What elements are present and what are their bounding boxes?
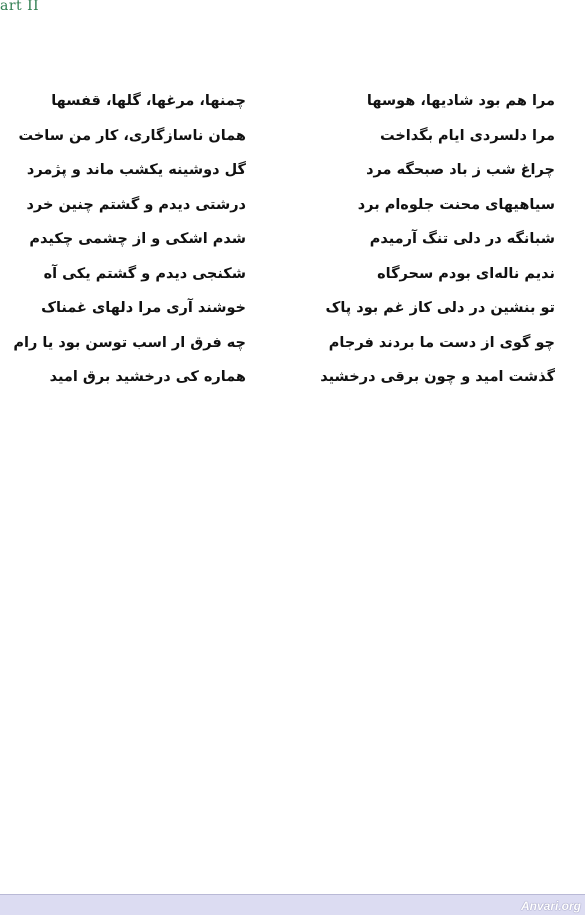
poem-left-column: [10, 84, 246, 395]
verse-line: هماره کی درخشید برق امید: [49, 369, 246, 385]
verse-line: همان ناسازگاری، کار من ساخت: [18, 127, 246, 144]
watermark-logo: Anvari.org: [520, 899, 581, 913]
verse-line: مرا هم بود شادیها، هوسها: [366, 93, 555, 109]
verse-line: گذشت امید و چون برقی درخشید: [320, 369, 555, 385]
verse-line: چو گوی از دست ما بردند فرجام: [328, 334, 555, 351]
verse-line: سیاهیهای محنت جلوه‌ام برد: [357, 196, 555, 213]
poem: [10, 84, 555, 395]
verse-line: شدم اشکی و از چشمی چکیدم: [29, 231, 246, 247]
verse-line: مرا دلسردی ایام بگداخت: [379, 127, 555, 144]
verse-line: درشتی دیدم و گشتم چنین خرد: [26, 196, 246, 213]
verse-line: شکنجی دیدم و گشتم یکی آه: [43, 265, 246, 282]
verse-line: چه فرق ار اسب توسن بود یا رام: [13, 334, 246, 351]
footer-bar: [0, 894, 585, 915]
poem-right-column: [319, 84, 555, 395]
verse-line: شبانگه در دلی تنگ آرمیدم: [369, 231, 555, 247]
verse-line: تو بنشین در دلی کاز غم بود پاک: [325, 300, 555, 316]
verse-line: چراغ شب ز باد صبحگه مرد: [366, 162, 555, 178]
part-label: art II: [0, 0, 40, 14]
verse-line: ندیم ناله‌ای بودم سحرگاه: [377, 265, 555, 282]
verse-line: گل دوشینه یکشب ماند و پژمرد: [26, 162, 246, 178]
verse-line: خوشند آری مرا دلهای غمناک: [41, 300, 246, 316]
verse-line: چمنها، مرغها، گلها، قفسها: [51, 93, 246, 109]
